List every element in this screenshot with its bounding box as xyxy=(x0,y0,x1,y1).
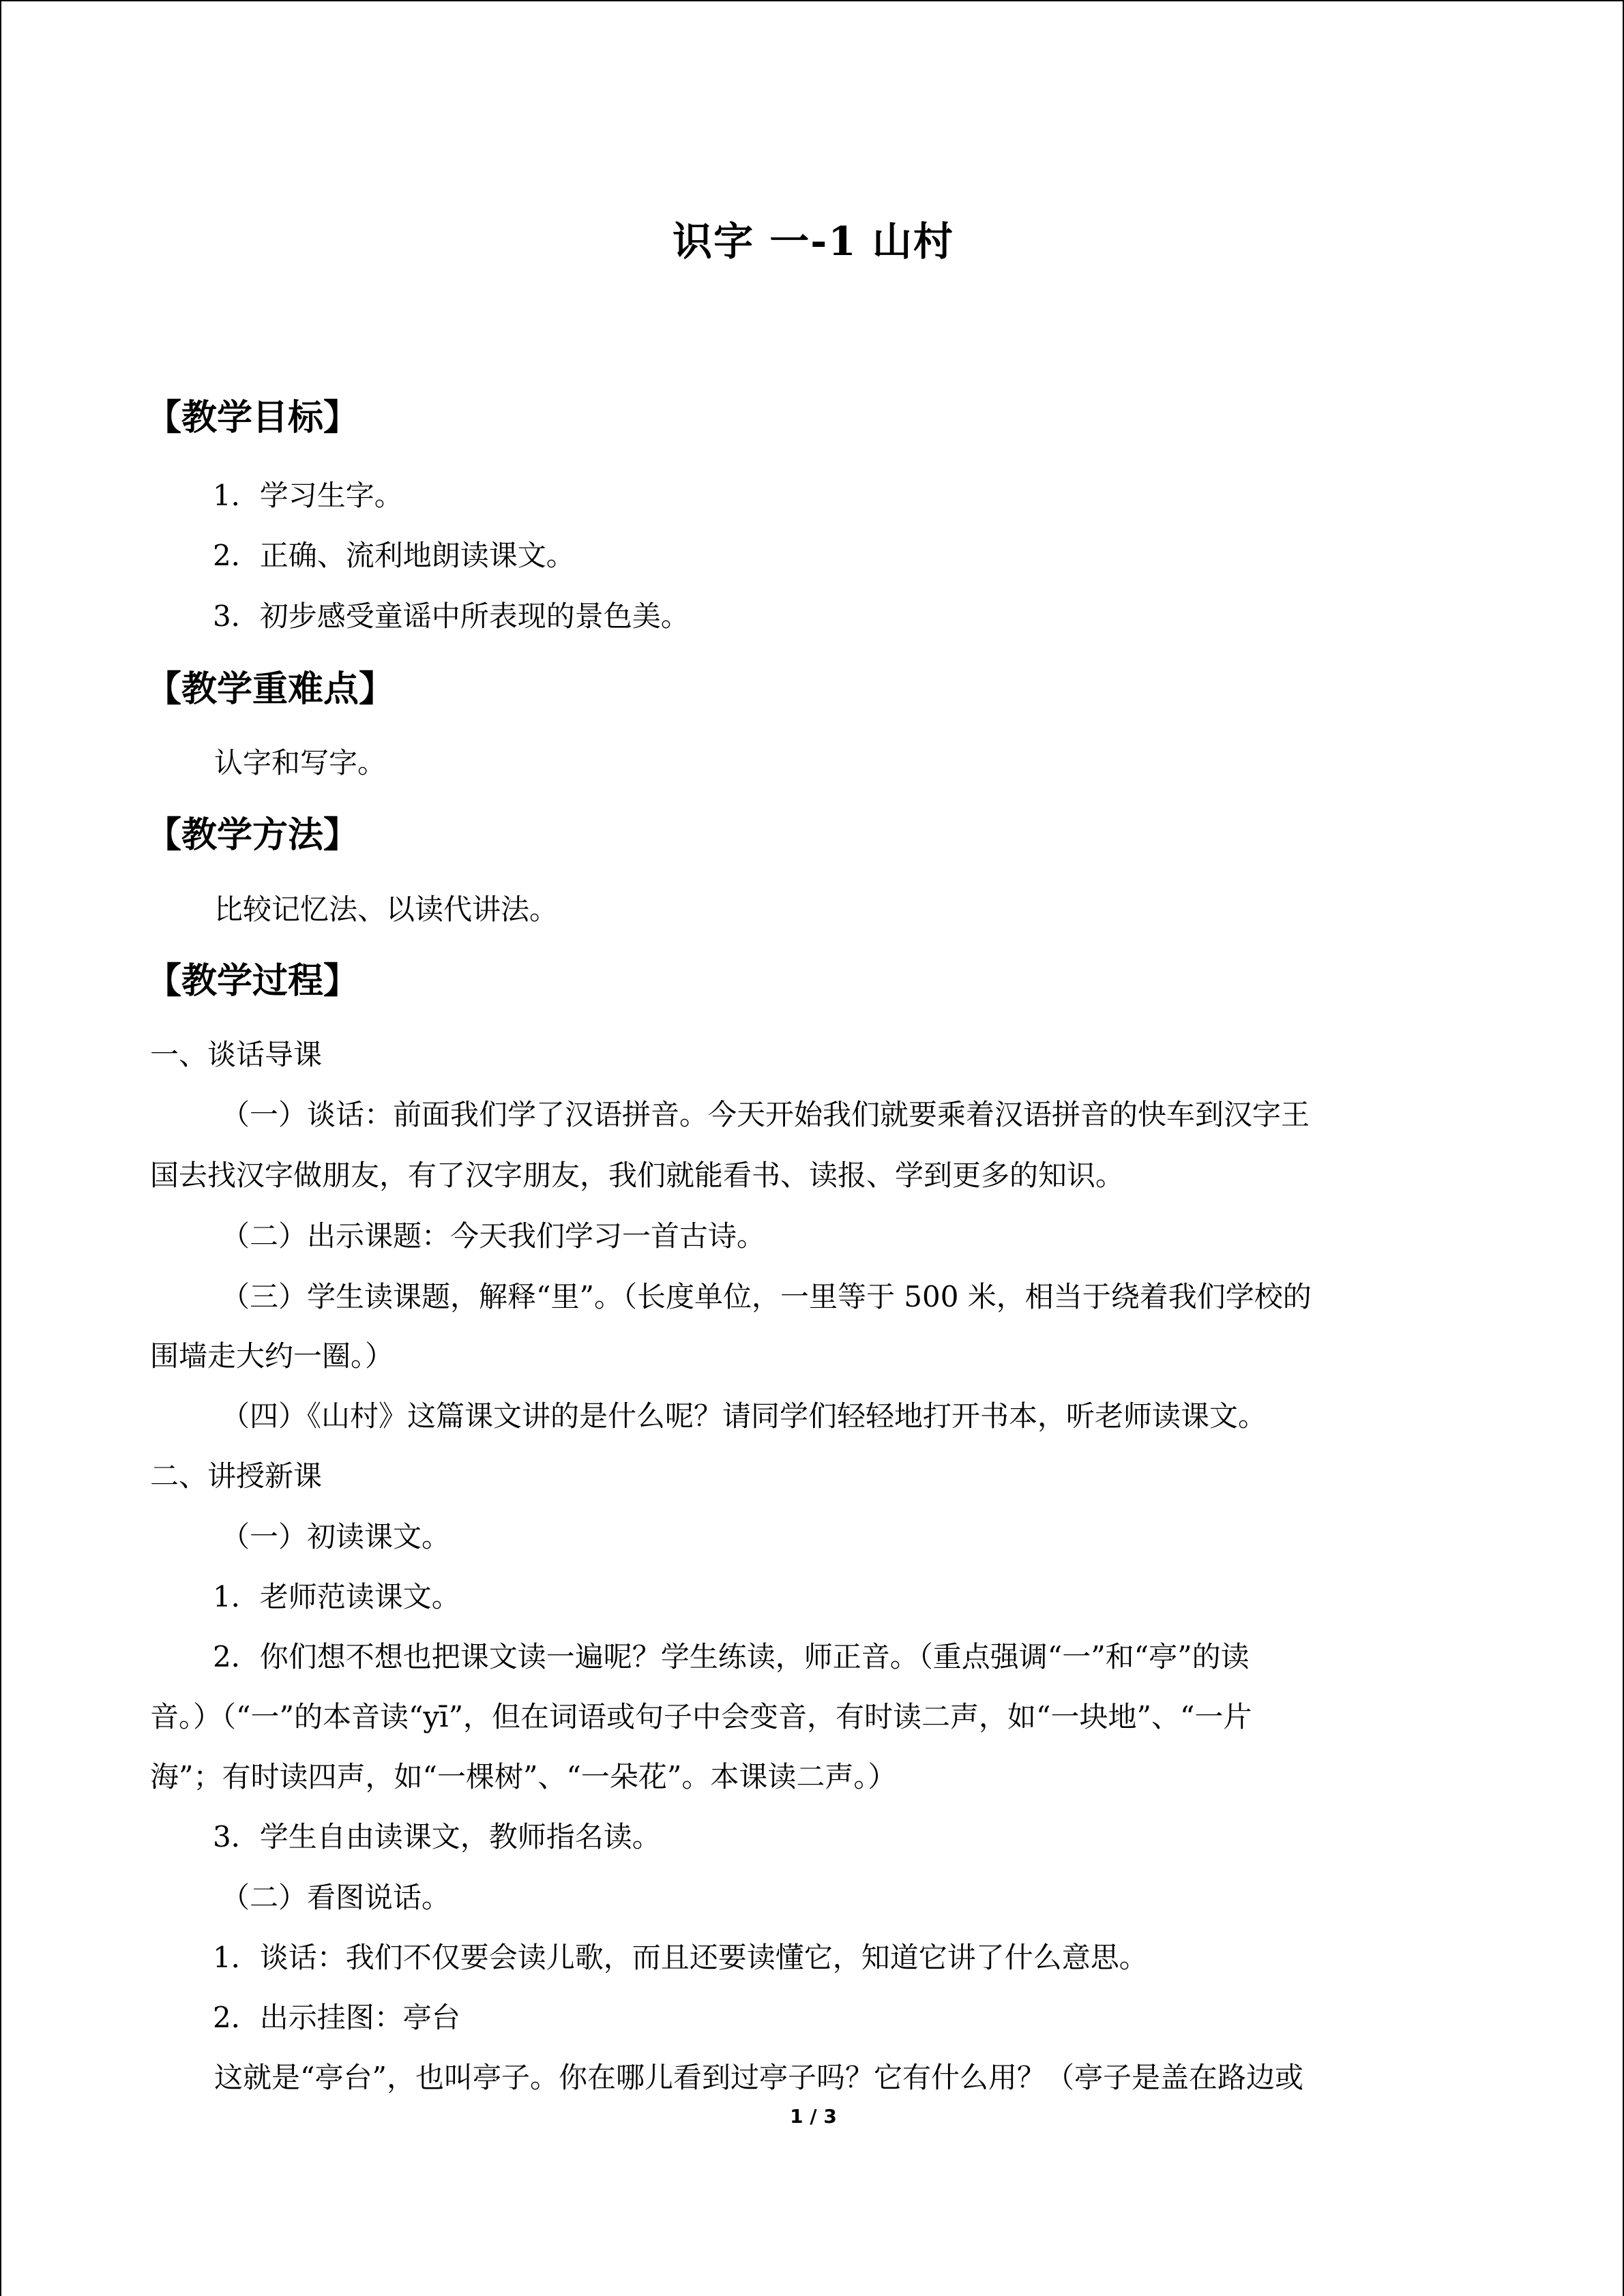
process-line: （二）看图说话。 xyxy=(221,1881,451,1914)
goal-item: 2．正确、流利地朗读课文。 xyxy=(213,539,575,572)
page-title: 识字 一-1 山村 xyxy=(673,218,954,265)
process-line: （一）谈话：前面我们学了汉语拼音。今天开始我们就要乘着汉语拼音的快车到汉字王 xyxy=(221,1098,1310,1131)
process-line: 海”；有时读四声，如“一棵树”、“一朵花”。本课读二声。） xyxy=(150,1760,897,1793)
goal-item: 1．学习生字。 xyxy=(213,479,403,512)
process-line: 2．你们想不想也把课文读一遍呢？学生练读，师正音。（重点强调“一”和“亭”的读 xyxy=(213,1640,1250,1673)
goal-item: 3．初步感受童谣中所表现的景色美。 xyxy=(213,599,690,633)
process-line: 2．出示挂图：亭台 xyxy=(213,2001,460,2034)
process-line: 这就是“亭台”，也叫亭子。你在哪儿看到过亭子吗？它有什么用？（亭子是盖在路边或 xyxy=(214,2061,1303,2094)
process-line: （一）初读课文。 xyxy=(221,1520,451,1553)
process-line: 3．学生自由读课文，教师指名读。 xyxy=(213,1820,661,1853)
process-line: 1．谈话：我们不仅要会读儿歌，而且还要读懂它，知道它讲了什么意思。 xyxy=(213,1941,1148,1974)
process-line: 二、讲授新课 xyxy=(150,1459,323,1493)
process-line: 国去找汉字做朋友，有了汉字朋友，我们就能看书、读报、学到更多的知识。 xyxy=(150,1159,1125,1192)
process-line: 1．老师范读课文。 xyxy=(213,1580,460,1613)
key-points-text: 认字和写字。 xyxy=(214,746,387,779)
methods-text: 比较记忆法、以读代讲法。 xyxy=(214,893,559,926)
section-heading-key-points: 【教学重难点】 xyxy=(146,668,395,710)
process-line: （三）学生读课题，解释“里”。（长度单位，一里等于 500 米，相当于绕着我们学校的 xyxy=(221,1280,1312,1313)
process-line: 音。）（“一”的本音读“yī”，但在词语或句子中会变音，有时读二声，如“一块地”、“一片 xyxy=(150,1700,1252,1733)
process-line: （二）出示课题：今天我们学习一首古诗。 xyxy=(221,1219,766,1253)
section-heading-process: 【教学过程】 xyxy=(146,960,359,1002)
process-line: 一、谈话导课 xyxy=(150,1038,323,1071)
page-number: 1 / 3 xyxy=(790,2105,837,2128)
process-line: 围墙走大约一圈。） xyxy=(150,1339,394,1373)
section-heading-goals: 【教学目标】 xyxy=(146,397,359,438)
process-line: （四）《山村》这篇课文讲的是什么呢？请同学们轻轻地打开书本，听老师读课文。 xyxy=(221,1399,1267,1433)
section-heading-methods: 【教学方法】 xyxy=(146,814,359,856)
